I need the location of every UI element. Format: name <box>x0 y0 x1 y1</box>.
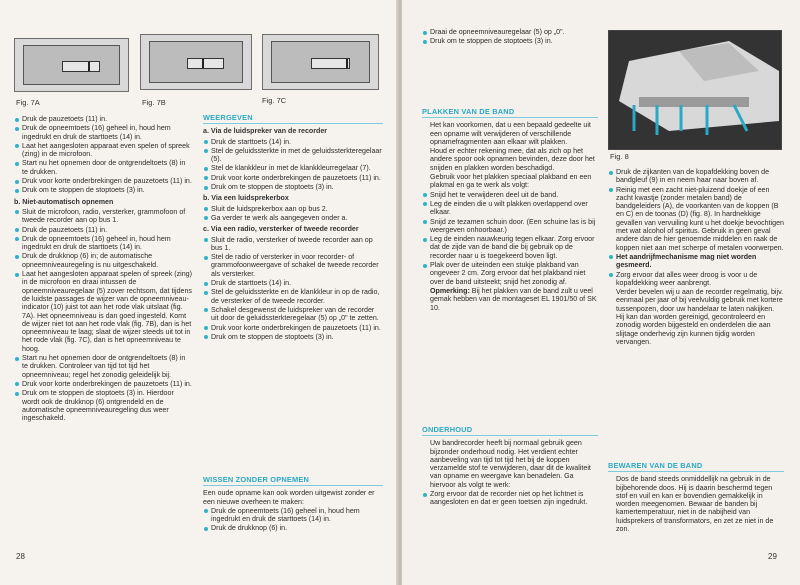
list-item: Ga verder te werk als aangegeven onder a. <box>203 214 383 222</box>
caption-fig-7c: Fig. 7C <box>262 96 287 105</box>
list-item: Plak over de uiteinden een stukje plakband van ongeveer 2 cm. Zorg ervoor dat het plakband niet over de band uitsteekt; snijd het zonodig af. <box>422 261 598 286</box>
list-item: Druk de starttoets (14) in. <box>203 138 383 146</box>
list-item: Druk voor korte onderbrekingen de pauzetoets (11) in. <box>203 174 383 182</box>
list-item: Druk voor korte onderbrekingen de pauzetoets (11) in. <box>14 380 192 388</box>
list-item: Laat het aangesloten apparaat even spelen of spreek (zing) in de microfoon. <box>14 142 192 159</box>
subheading: a. Via de luidspreker van de recorder <box>203 127 328 136</box>
subheading: b. Niet-automatisch opnemen <box>14 197 114 206</box>
list-item: Sluit de radio, versterker of tweede recorder aan op bus 1. <box>203 236 383 253</box>
caption-fig-7a: Fig. 7A <box>16 98 40 107</box>
list-item-bold: Het aandrijfmechanisme mag niet worden gesmeerd. <box>608 253 784 270</box>
paragraph: Het kan voorkomen, dat u een bepaald gedeelte uit een opname wilt verwijderen of verschillende opnamefragmenten aan elkaar wilt plakken. <box>430 121 591 146</box>
figure-7a <box>14 38 129 92</box>
list-item: Druk de opneemtoets (16) geheel in, houd hem ingedrukt en druk de starttoets (14) in. <box>203 507 383 524</box>
paragraph: Dos de band steeds onmiddellijk na gebruik in de bijbehorende doos. Hij is daarin beschermd tegen stof en vuil en kan er bovendien gemakkelijk in worden meegenomen. Bewaar de banden bij kamertemperatuur, niet in de nabijheid van luidsprekers of transformators, en zet ze niet in de zon. <box>616 475 774 534</box>
list-item: Druk de opneemtoets (16) geheel in, houd hem ingedrukt en druk de starttoets (14) in. <box>14 235 192 252</box>
list-item: Laat het aangesloten apparaat spelen of spreek (zing) in de microfoon en draai intussen de opneemniveauregelaar (5) zover rechtsom, dat tijdens de luidste passages de wijzer van de opneemniveau-indicator (10) juist tot aan het rode vlak uitslaat (fig. 7A). Het opneemniveau is dan goed ingesteld. Komt de wijzer niet tot aan het rode vlak (fig. 7B), dan is het opneemniveau te laag; slaat de wijzer steeds uit tot in het rode vlak (fig. 7C), dan is het opneemniveau te hoog. <box>14 270 192 353</box>
list-item: Druk om te stoppen de stoptoets (3) in. <box>14 186 192 194</box>
left-page <box>0 0 398 585</box>
list-item: Druk om te stoppen de stoptoets (3) in. <box>422 37 598 45</box>
figure-8-illustration <box>609 31 781 149</box>
list-item: Druk de pauzetoets (11) in. <box>14 115 192 123</box>
paragraph: Verder bevelen wij u aan de recorder regelmatig, bijv. eenmaal per jaar of bij veelvuldig gebruik met kortere tussenpozen, door uw handelaar te laten nakijken. Hij kan dan worden gereinigd, gecontroleerd en zonodig worden bijgesteld en onderdelen die aan slijtage onderhevig zijn kunnen tijdig worden vervangen. <box>616 288 784 346</box>
column-1 <box>14 115 192 423</box>
column-2-wissen <box>203 472 383 534</box>
section-heading-plakken: PLAKKEN VAN DE BAND <box>422 108 598 118</box>
list-item: Druk voor korte onderbrekingen de pauzetoets (11) in. <box>203 324 383 332</box>
paragraph: Gebruik voor het plakken speciaal plakband en een plakmal en ga te werk als volgt: <box>430 173 592 190</box>
list-item: Start nu het opnemen door de ontgrendeltoets (8) in te drukken. Controleer van tijd tot tijd het opneemniveau; regel het zonodig geleidelijk bij. <box>14 354 192 379</box>
list-item: Zorg ervoor dat de recorder niet op het lichtnet is aangesloten en dat er geen toetsen zijn ingedrukt. <box>422 490 598 507</box>
page-number-left: 28 <box>16 552 25 561</box>
list-item: Druk om te stoppen de stoptoets (3) in. <box>203 183 383 191</box>
section-heading-onderhoud: ONDERHOUD <box>422 426 598 436</box>
list-item: Druk de zijkanten van de kopafdekking boven de bandgleuf (9) in en neem haar naar boven af. <box>608 168 784 185</box>
list-item: Draai de opneemniveauregelaar (5) op „0". <box>422 28 598 36</box>
list-item: Druk voor korte onderbrekingen de pauzetoets (11) in. <box>14 177 192 185</box>
column-3 <box>422 28 598 47</box>
column-4 <box>608 168 784 347</box>
section-heading-weergeven: WEERGEVEN <box>203 114 383 124</box>
list-item: Reinig met een zacht niet-pluizend doekje of een zacht kwastje (zonder metalen band) de bandgeleiders (A), de voorkanten van de koppen (B en C) en de toonas (D) (fig. 8). In hardnekkige gevallen van vervuiling kunt u het doekje bevochtigen met wat alcohol of spiritus. Gebruik in geen geval andere dan de hier genoemde middelen en raak de koppen niet aan met scherpe of metalen voorwerpen. <box>608 186 784 252</box>
figure-7c <box>262 34 379 90</box>
list-item: Schakel desgewenst de luidspreker van de recorder uit door de geluidssterkteregelaar (5) op „0" te zetten. <box>203 306 383 323</box>
list-item: Zorg ervoor dat alles weer droog is voor u de kopafdekking weer aanbrengt. <box>608 271 784 288</box>
list-item: Stel de klankkleur in met de klankkleurregelaar (7). <box>203 164 383 172</box>
column-4-bewaren <box>608 458 784 534</box>
paragraph: Uw bandrecorder heeft bij normaal gebruik geen bijzonder onderhoud nodig. Het verdient echter aanbeveling van tijd tot tijd het bij de koppen verzamelde stof te verwijderen, daar dit de kwaliteit van opname en weergave kan benadelen. Ga hiervoor als volgt te werk: <box>430 439 591 489</box>
list-item: Start nu het opnemen door de ontgrendeltoets (8) in te drukken. <box>14 159 192 176</box>
list-item: Stel de geluidssterkte in met de geluidssterkteregelaar (5). <box>203 147 383 164</box>
list-item: Druk de drukknop (6) in; de automatische opneemniveauregeling is nu uitgeschakeld. <box>14 252 192 269</box>
list-item: Leg de einden nauwkeurig tegen elkaar. Zorg ervoor dat de zijde van de band die bij gebruik op de recorder naar u is toegekeerd boven ligt. <box>422 235 598 260</box>
list-item: Druk de drukknop (6) in. <box>203 524 383 532</box>
list-item: Snijd het te verwijderen deel uit de band. <box>422 191 598 199</box>
list-item: Druk om te stoppen de stoptoets (3) in. Hierdoor wordt ook de drukknop (6) ontgrendeld en de automatische opneemniveauregeling dus weer ingeschakeld. <box>14 389 192 422</box>
paragraph: Houd er echter rekening mee, dat als zich op het andere spoor ook opnamen bevinden, deze door het snijden en plakken worden beschadigd. <box>430 147 595 172</box>
column-3-plakken <box>422 104 598 313</box>
figure-7b <box>140 34 252 90</box>
list-item: Snijd ze tezamen schuin door. (Een schuine las is bij weergeven onhoorbaar.) <box>422 218 598 235</box>
list-item: Stel de radio of versterker in voor recorder- of grammofoonweergave of schakel de tweede recorder als versterker. <box>203 253 383 278</box>
note-label: Opmerking: <box>430 286 470 295</box>
section-heading-bewaren: BEWAREN VAN DE BAND <box>608 462 784 472</box>
right-page <box>402 0 800 585</box>
caption-fig-7b: Fig. 7B <box>142 98 166 107</box>
paragraph: Een oude opname kan ook worden uitgewist zonder er een nieuwe overheen te maken: <box>203 489 375 506</box>
list-item: Druk om te stoppen de stoptoets (3) in. <box>203 333 383 341</box>
subheading: b. Via een luidsprekerbox <box>203 194 289 203</box>
list-item: Sluit de microfoon, radio, versterker, grammofoon of tweede recorder aan op bus 1. <box>14 208 192 225</box>
figure-8 <box>608 30 782 150</box>
list-item: Druk de opneemtoets (16) geheel in, houd hem ingedrukt en druk de starttoets (14) in. <box>14 124 192 141</box>
subheading: c. Via een radio, versterker of tweede recorder <box>203 225 359 234</box>
column-2 <box>203 110 383 342</box>
note <box>422 287 598 312</box>
list-item: Leg de einden die u wilt plakken overlappend over elkaar. <box>422 200 598 217</box>
page-number-right: 29 <box>768 552 777 561</box>
list-item: Stel de geluidssterkte en de klankkleur in op de radio, de versterker of de tweede recorder. <box>203 288 383 305</box>
column-3-onderhoud <box>422 422 598 508</box>
section-heading-wissen: WISSEN ZONDER OPNEMEN <box>203 476 383 486</box>
note-text: Bij het plakken van de band zult u veel gemak hebben van de montageset EL 1901/50 of SK 10. <box>430 286 597 312</box>
list-item: Druk de pauzetoets (11) in. <box>14 226 192 234</box>
caption-fig-8: Fig. 8 <box>610 152 629 161</box>
list-item: Druk de starttoets (14) in. <box>203 279 383 287</box>
list-item: Sluit de luidsprekerbox aan op bus 2. <box>203 205 383 213</box>
